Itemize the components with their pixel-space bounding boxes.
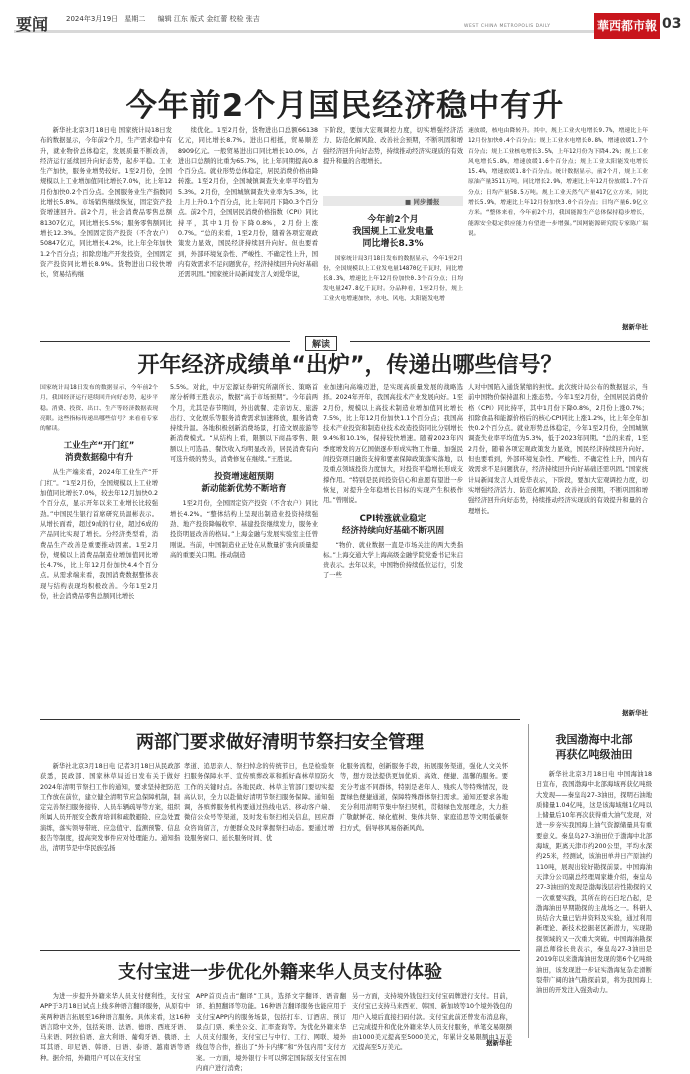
alipay-source: 据新华社	[486, 1039, 512, 1047]
analysis-text: 5.5%。对此，中万宏源证券研究所副所长、策略首席分析师王胜表示，数据“高于市场预期”。今年前两个月，尤其是春节期间，外出就餐、走亲访友、旅游出行、文化娱乐等服务消费需求加速释放，服务消费持续升温。各地积极创新消费场景，打造文娱旅游等新消费模式。“从结构上看，限额以下商品零售、限额以上可选品、餐饮收入均明显改善，居民消费有向可选升级的势头，消费修复在继续。”王胜说。	[170, 384, 318, 464]
bohai-headline: 我国渤海中北部 再获亿吨级油田	[555, 733, 633, 761]
qingming-col-1	[40, 762, 180, 952]
issue-weekday: 星期二	[124, 15, 146, 23]
main-article-col-3	[323, 126, 463, 196]
alipay-col-1	[40, 992, 190, 1062]
analysis-subhead-3: CPI转涨就业稳定 经济持续向好基础不断巩固	[341, 513, 444, 536]
bohai-article	[536, 770, 652, 1036]
alipay-divider	[40, 950, 520, 951]
analysis-subhead-1: 工业生产“开门红” 消费数据稳中有升	[63, 441, 135, 464]
qingming-text: 化服务流程，创新服务手段，拓展服务渠道，强化人文关怀等，想方设法提供更加优质、高效、便捷、温馨的服务。要充分考虑不同群体，特别是老年人、残疾人等特殊情况，设置绿色便捷通道，保障特殊群体祭扫需求。通知还要求各地充分利用清明节集中祭扫契机，贯彻绿色发展理念，大力推广敬献鲜花、绿化植树、集体共祭、家庭追思等文明低碳祭扫方式，倡导移风易俗新风尚。	[340, 763, 508, 832]
sync-report-title: 今年前2个月 我国规上工业发电量 同比增长8.3%	[352, 215, 434, 249]
analysis-text: 从生产端来看，2024年工业生产“开门红”。“1至2月份，全国规模以上工业增加值同比增长7.0%，较去年12月加快0.2个百分点，显示开年以来工业增长比较强劲。”中国民生银行首席研究员温彬表示。从增长面看，超过9成的行业，超过6成的产品同比实现了增长。分经济类型看，消费品生产改善是重要推动因素。1至2月份，规模以上消费品制造业增加值同比增长4.7%，比上年12月份加快4.4个百分点。从需求端来看，我国消费数据整体表现与结构表现均积极改善。今年1至2月份，社会消费品零售总额同比增长	[40, 469, 158, 601]
main-article-text: 新华社北京3月18日电 国家统计局18日发布的数据显示，今年前2个月，生产需求稳中有升，就业物价总体稳定，发展质量不断改善，经济运行延续回升向好态势，起步平稳。工业生产加快，服务业增势较好。1至2月份，全国规模以上工业增加值同比增长7.0%，比上年12月份加快0.2个百分点。全国服务业生产指数同比增长5.8%。市场销售继续恢复，固定资产投资增速回升。前2个月，社会消费品零售总额81307亿元，同比增长5.5%；服务零售额同比增长12.3%。全国固定资产投资（不含农户）50847亿元，同比增长4.2%，比上年全年加快1.2个百分点；扣除房地产开发投资，全国固定资产投资同比增长8.9%。货物进出口较快增长，贸易结构继	[40, 127, 172, 279]
header-meta	[66, 14, 260, 24]
qingming-text: 新华社北京3月18日电 记者3月18日从民政部获悉，民政部、国家林草局近日发布关于做好2024年清明节祭扫工作的通知，要求坚持把防范工作放在前位，建立健全清明节应急保障机制，制定完善祭扫服务接待、人员车辆疏导等方案，组织所属人员开展安全教育培训和疏散避险、应急处置演练，落实领导带班、应急值守、监测预警、信息报告等制度，提高突发事件应对处理能力。通知指出，清明节是中华民族弘扬	[40, 763, 180, 853]
sync-report-tag-bar	[323, 196, 463, 206]
main-article-col-4	[468, 126, 648, 322]
bohai-vertical-rule	[528, 724, 529, 1038]
analysis-text: 人对中国陷入通货紧缩的担忧。此次统计局公布的数据显示，当前中国物价保持温和上涨态势。今年1至2月份，全国居民消费价格（CPI）同比持平，其中1月份下降0.8%，2月份上涨0.7%；扣除食品和能源价格后的核心CPI同比上涨1.2%，比上年全年加快0.2个百分点。就业形势总体稳定，今年1至2月份，全国城镇调查失业率平均值为5.3%，低于2023年同期。“总的来看，1至2月份，随着各项宏观政策发力显效，国民经济持续回升向好。但也要看到，外部环境复杂性、严峻性、不确定性上升，国内有效需求不足问题犹存，经济持续回升向好基础还需巩固。”国家统计局新闻发言人刘爱华表示，下阶段，要加大宏观调控力度，切实增强经济活力、防范化解风险、改善社会预期，不断巩固和增强经济回升向好态势，持续推动经济实现质的有效提升和量的合理增长。	[468, 384, 648, 515]
main-article-col-1	[40, 126, 172, 332]
qingming-col-2	[184, 762, 334, 952]
analysis-text: 业加速向高端迈进，是实现高质量发展的战略选择。2024年开年，我国高技术产业发展向好。1至2月份，规模以上高技术制造业增加值同比增长7.5%，比上年12月份加快1.1个百分点；我国高技术产业投资和制造业技术改造投资同比分别增长9.4%和10.1%，保持较快增速。随着2023年四季度增发的万亿国债逐步形成实物工作量、加强民间投资项目融资支持和要素保障政策落实落地，以及重点领域投资力度加大，对投资平稳增长形成支撑作用。“特别是民间投资信心和意愿有望进一步恢复，对提升全年稳增长目标的实现产生积极作用。”曾刚说。	[323, 384, 463, 505]
analysis-source: 据新华社	[622, 709, 648, 717]
analysis-subhead-2: 投资增速超预期 新动能新优势不断培育	[201, 472, 287, 495]
analysis-divider-left	[40, 341, 290, 342]
main-article-col-2	[178, 126, 318, 332]
alipay-col-2	[196, 992, 346, 1073]
editor-credits: 编辑 江东 版式 金红蕾 校检 张吉	[157, 15, 260, 23]
analysis-text: “物价、就业数据一直是市场关注的两大类指标。”上海交通大学上海高级金融学院党委书记朱启贵表示。去年以来，中国物价持续低位运行，引发了一些	[323, 541, 463, 580]
alipay-text: APP首页点击“翻译”工具，选择文字翻译、语音翻译、拍照翻译等功能。16种语言翻译服务也能应用于支付宝APP内的服务场景，包括打车、订酒店、预订景点门票、乘坐公交、汇率查询等。为优化外籍来华人员支付服务，支付宝已与中行、工行、网联、境外线包等合作，推出了“外卡内绑”和“外包内用”支付方案。一方面，境外银行卡可以绑定国际版支付宝在国内商户进行消费；	[196, 993, 346, 1073]
english-name: WEST CHINA METROPOLIS DAILY	[464, 24, 551, 29]
newspaper-logo: 華西都市報	[594, 13, 660, 39]
issue-date: 2024年3月19日	[66, 15, 119, 23]
sync-report-tag: ■ 同步播报	[405, 198, 440, 206]
qingming-col-3	[340, 762, 508, 952]
alipay-text: 另一方面，支持境外钱包扫支付宝码牌进行支付。目前，支付宝已支持马来西亚、韩国、新加坡等10个境外钱包的用户入境后直接扫码付款。支付宝此前还曾发布消息称，已完成提升和优化外籍来华人员支付服务，单笔交易限额由1000美元提高至5000美元，年累计交易限额由1万美元提高至5万美元。	[352, 993, 512, 1052]
main-article-text: 续优化。1至2月份，货物进出口总额66138亿元，同比增长8.7%。进出口相抵，贸易顺差8909亿元。一般贸易进出口同比增长10.0%，占进出口总额的比重为65.7%，比上年同期提高0.8个百分点。就业形势总体稳定，居民消费价格由降转涨。1至2月份，全国城镇调查失业率平均值为5.3%。2月份，全国城镇调查失业率为5.3%，比上月上升0.1个百分点，比上年同月下降0.3个百分点。前2个月，全国居民消费价格指数（CPI）同比持平，其中1月份下降0.8%，2月份上涨0.7%。“总的来看，1至2月份，随着各项宏观政策发力显效，国民经济持续回升向好。但也要看到，外部环境复杂性、严峻性、不确定性上升，国内有效需求不足问题犹存，经济持续回升向好基础还需巩固。”国家统计局新闻发言人刘爱华说，	[178, 127, 318, 279]
main-article-source: 据新华社	[622, 323, 648, 331]
analysis-col-1	[40, 383, 158, 715]
analysis-col-3	[323, 383, 463, 715]
main-headline: 今年前2个月国民经济稳中有升	[125, 88, 565, 124]
main-article-text: 下阶段，要加大宏观调控力度，切实增强经济活力、防范化解风险、改善社会预期，不断巩固和增强经济回升向好态势，持续推动经济实现质的有效提升和量的合理增长。	[323, 127, 463, 165]
main-article-text: 速放缓，核电由降转升。其中，规上工业火电增长9.7%，增速比上年12月份加快0.4个百分点；规上工业水电增长0.8%，增速放缓1.7个百分点；规上工业核电增长3.5%，上年12月份为下降4.2%；规上工业风电增长5.8%，增速放缓1.6个百分点；规上工业太阳能发电增长15.4%，增速放缓1.8个百分点。统计数据显示，前2个月，规上工业原油产量3511万吨，同比增长2.9%，增速比上年12月份放缓1.7个百分点；日均产量58.5万吨。规上工业天然气产量417亿立方米，同比增长5.9%，增速比上年12月份加快3.0个百分点；日均产量6.9亿立方米。“整体来看，今年前2个月，我国能源生产总体保持稳步增长，能源安全稳定供应能力有望进一步增强。”国网能源研究院专家陈广瑞说。	[468, 128, 648, 237]
sync-report-box	[323, 196, 463, 334]
analysis-col-4	[468, 383, 648, 709]
analysis-text: 1至2月份，全国固定资产投资（不含农户）同比增长4.2%。“整体结构上呈现出制造业投资持续强劲、地产投资降幅收窄、基建投资继续发力，服务业投资明显改善的格局。”上海金融与发展实验室主任曾刚说。当前，中国制造业正处在从数量扩张向质量提高的重要关口期。推动制造	[170, 500, 318, 559]
alipay-headline: 支付宝进一步优化外籍来华人员支付体验	[118, 962, 442, 983]
analysis-headline: 开年经济成绩单“出炉”，传递出哪些信号？	[137, 353, 563, 378]
qingming-headline: 两部门要求做好清明节祭扫安全管理	[136, 732, 424, 753]
section-label: 要闻	[16, 15, 49, 34]
analysis-divider-right	[350, 341, 650, 342]
page-number: 03	[662, 16, 682, 32]
alipay-text: 为进一步提升外籍来华人员支付便利性，支付宝APP于3月18日试点上线多种语言翻译服务，从原有中英两种语言拓展至16种语言服务。具体来看，这16种语言除中文外，包括英语、法语、德语、西班牙语、马来语、阿拉伯语、意大利语、葡萄牙语、俄语、土耳其语、印尼语、韩语、日语、泰语、越南语等语种。据介绍，外籍用户可以在支付宝	[40, 993, 190, 1062]
qingming-text: 孝道、追思亲人、祭扫悼念的传统节日，也是检验祭扫服务保障水平、宣传殡葬改革和抓好森林草原防火工作的关键时点。各地民政、林草主管部门要切实提高认识，全力以赴做好清明节祭扫服务保障。通知强调，各殡葬服务机构要通过热线电话、移动客户端、微信公众号等渠道，及时发布祭扫相关信息，回应群众咨询留言，方便群众及时掌握祭扫动态。要通过增设服务窗口、延长服务时间、优	[184, 763, 334, 843]
qingming-divider	[40, 719, 520, 720]
analysis-label: 解读	[305, 336, 337, 351]
header-grey-bar	[14, 30, 608, 33]
sync-report-text: 国家统计局3月18日发布的数据显示，今年1至2月份，全国规模以上工业发电量14870亿千瓦时，同比增长8.3%，增速比上年12月份加快0.3个百分点；日均发电量247.8亿千瓦时。分品种看，1至2月份，规上工业火电增速加快，水电、风电、太阳能发电增	[323, 256, 463, 302]
analysis-col-2	[170, 383, 318, 715]
analysis-intro: 国家统计局18日发布的数据显示，今年前2个月，我国经济运行延续回升向好态势，起步平稳。消费、投资、出口、生产等经济数据表现亮眼。这些指标传递出哪些信号？来看看专家的解读。	[40, 385, 158, 433]
page-header	[0, 0, 690, 48]
bohai-text: 新华社北京3月18日电 中国海油18日宣布，我国渤海中北部海域再获亿吨级大发现——秦皇岛27-3油田，探明石油地质储量1.04亿吨，这是该海域继1亿吨以上储量后10年再次获得重大油气发现，对进一步夯实我国海上油气资源储量具有重要意义。秦皇岛27-3油田位于渤海中北部海域，距离天津市约200公里，平均水深约25米，经测试，该油田单井日产原油约110吨，展现出较好勘探前景。中国海油天津分公司副总经理周家雄介绍，秦皇岛27-3油田的发现是渤海浅层岩性勘探的又一次重要实践，其所在的石臼坨凸起，是渤海油田早期勘探的主战场之一。科研人员结合大量已钻井资料及实验，通过利用新理论、新技术挖掘老区新潜力，实现勘探领域的又一次重大突破。中国海油勘探副总师徐长贵表示，秦皇岛27-3油田是2019年以来渤海油田发现的第6个亿吨级油田，该发现进一步证实渤海复杂走滑断裂带广阔的油气勘探前景，将为我国海上油田的开发注入强劲动力。	[536, 771, 652, 995]
